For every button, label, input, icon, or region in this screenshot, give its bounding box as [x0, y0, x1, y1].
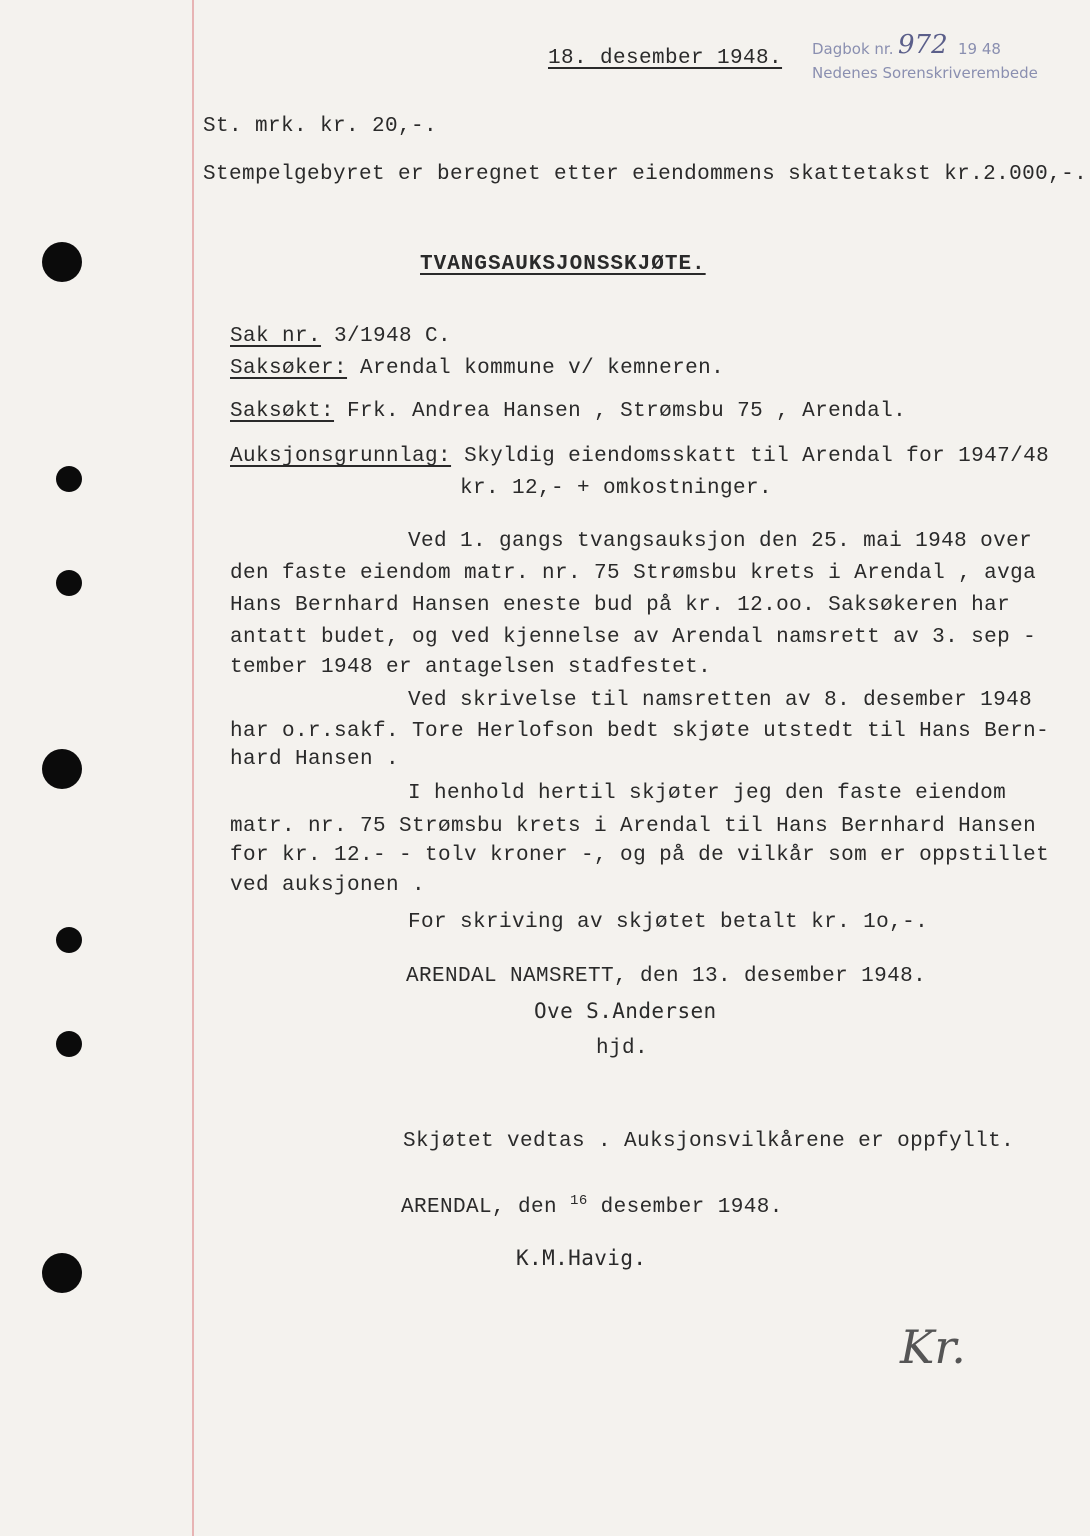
plaintiff-label: Saksøker: — [230, 357, 348, 380]
document-date: 18. desember 1948. — [548, 47, 783, 70]
paragraph-line: har o.r.sakf. Tore Herlofson bedt skjøte utstedt til Hans Bern- — [230, 720, 1050, 743]
basis-label: Auksjonsgrunnlag: — [230, 445, 452, 468]
punch-hole — [42, 242, 82, 282]
approval-place: ARENDAL, den — [401, 1196, 558, 1219]
basis-row — [230, 445, 1049, 468]
registry-stamp-label: Dagbok nr. — [812, 40, 894, 58]
court-place-date: ARENDAL NAMSRETT, den 13. desember 1948. — [406, 965, 927, 988]
punch-hole — [42, 749, 82, 789]
registry-office: Nedenes Sorenskriverembede — [812, 64, 1038, 82]
case-number-row — [230, 325, 451, 348]
defendant-row — [230, 400, 906, 423]
approval-date-row — [401, 1193, 783, 1219]
paragraph-line: matr. nr. 75 Strømsbu krets i Arendal til Hans Bernhard Hansen — [230, 815, 1037, 838]
judge-title: hjd. — [596, 1037, 649, 1060]
signer-name: K.M.Havig. — [516, 1246, 647, 1270]
paragraph-line: for kr. 12.- - tolv kroner -, og på de vilkår som er oppstillet — [230, 844, 1050, 867]
stamp-fee: St. mrk. kr. 20,-. — [203, 115, 438, 138]
punch-hole — [42, 1253, 82, 1293]
basis-line-1: Skyldig eiendomsskatt til Arendal for 1947/48 — [464, 445, 1050, 468]
paragraph-line: ved auksjonen . — [230, 874, 426, 897]
paragraph-line: Ved 1. gangs tvangsauksjon den 25. mai 1948 over — [408, 530, 1033, 553]
paragraph-line: Ved skrivelse til namsretten av 8. desember 1948 — [408, 689, 1033, 712]
defendant-label: Saksøkt: — [230, 400, 335, 423]
punch-hole — [56, 466, 82, 492]
paragraph-line: Hans Bernhard Hansen eneste bud på kr. 12.oo. Saksøkeren har — [230, 594, 1011, 617]
plaintiff-row — [230, 357, 724, 380]
paragraph-line: I henhold hertil skjøter jeg den faste eiendom — [408, 782, 1007, 805]
paragraph-line: hard Hansen . — [230, 748, 400, 771]
defendant-value: Frk. Andrea Hansen , Strømsbu 75 , Arendal. — [347, 400, 907, 423]
fee-paid-line: For skriving av skjøtet betalt kr. 1o,-. — [408, 911, 929, 934]
basis-line-2: kr. 12,- + omkostninger. — [460, 477, 773, 500]
punch-hole — [56, 927, 82, 953]
plaintiff-value: Arendal kommune v/ kemneren. — [360, 357, 725, 380]
judge-name: Ove S.Andersen — [534, 999, 717, 1023]
approval-date: desember 1948. — [600, 1196, 783, 1219]
margin-line — [192, 0, 194, 1536]
fee-basis: Stempelgebyret er beregnet etter eiendommens skattetakst kr.2.000,-. — [203, 163, 1088, 186]
paragraph-line: den faste eiendom matr. nr. 75 Strømsbu krets i Arendal , avga — [230, 562, 1037, 585]
paragraph-line: tember 1948 er antagelsen stadfestet. — [230, 656, 712, 679]
document-title: TVANGSAUKSJONSSKJØTE. — [420, 253, 706, 276]
registry-number: 972 — [898, 30, 948, 60]
handwritten-initials: Kr. — [900, 1320, 966, 1374]
registry-year: 19 48 — [958, 40, 1001, 58]
approval-statement: Skjøtet vedtas . Auksjonsvilkårene er oppfyllt. — [403, 1130, 1015, 1153]
approval-day: 16 — [570, 1193, 588, 1209]
punch-hole — [56, 570, 82, 596]
case-value: 3/1948 C. — [334, 325, 452, 348]
case-label: Sak nr. — [230, 325, 322, 348]
paragraph-line: antatt budet, og ved kjennelse av Arendal namsrett av 3. sep - — [230, 626, 1037, 649]
punch-hole — [56, 1031, 82, 1057]
